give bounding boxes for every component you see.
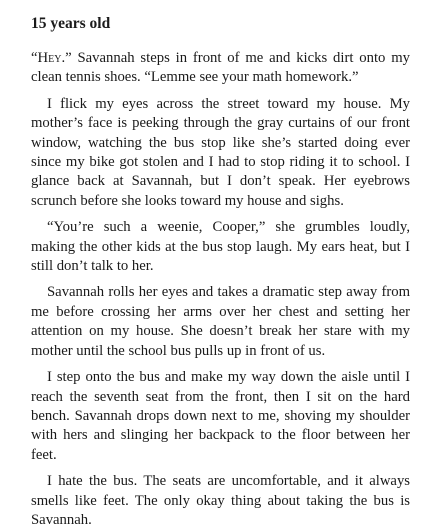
opening-quote-mark: “ xyxy=(31,50,38,66)
opening-smallcaps-word: Hey xyxy=(37,50,62,66)
opening-paragraph xyxy=(31,49,410,88)
chapter-title: 15 years old xyxy=(31,15,111,32)
body-paragraph: I flick my eyes across the street toward my house. My mother’s face is peeking through the gray curtains of our front window, watching the bus stop like she’s started doing ever since my bike got stolen and I had to stop riding it to school. I glance back at Savannah, but I don’t speak. Her eyebrows scrunch before she looks toward my house and sighs. xyxy=(31,95,410,209)
body-paragraph: I hate the bus. The seats are uncomfortable, and it always smells like feet. The only okay thing about taking the bus is Savannah. xyxy=(31,473,410,528)
opening-paragraph-text: .” Savannah steps in front of me and kicks dirt onto my clean tennis shoes. “Lemme see your math homework.” xyxy=(31,50,410,86)
body-paragraph: “You’re such a weenie, Cooper,” she grumbles loudly, making the other kids at the bus stop laugh. My ears heat, but I still don’t talk to her. xyxy=(31,219,410,275)
body-paragraph: Savannah rolls her eyes and takes a dramatic step away from me before crossing her arms over her chest and setting her attention on my house. She doesn’t break her stare with my mother until the school bus pulls up in front of us. xyxy=(31,284,410,359)
body-paragraph: I step onto the bus and make my way down the aisle until I reach the seventh seat from the front, then I sit on the hard bench. Savannah drops down next to me, shoving my shoulder with hers and slinging her backpack to the floor between her feet. xyxy=(31,369,410,463)
